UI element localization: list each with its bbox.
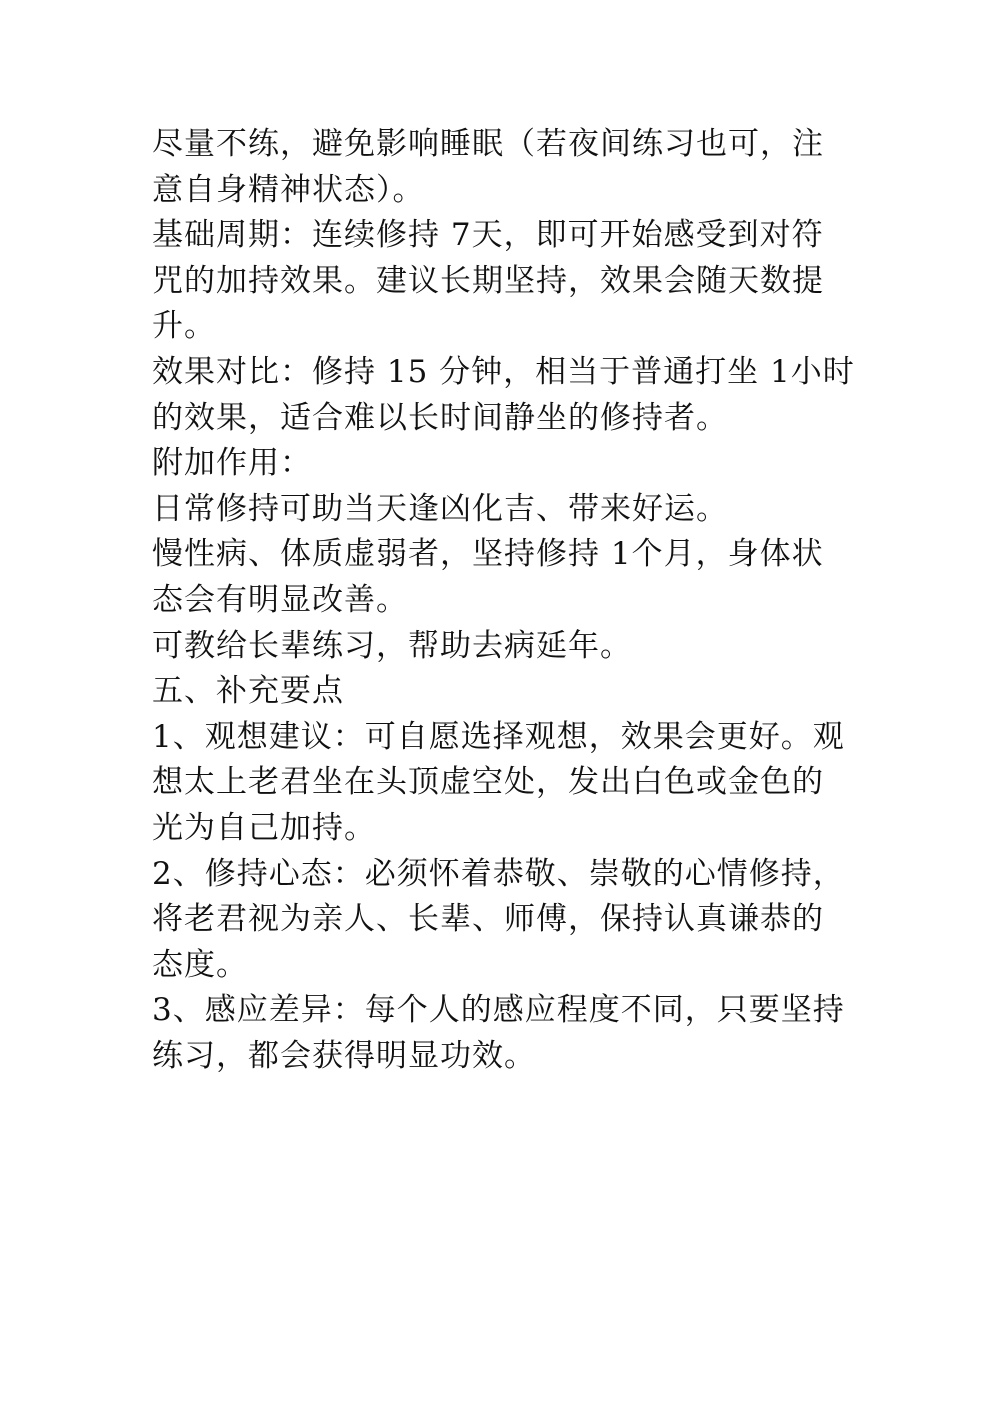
text-line: 可教给长辈练习，帮助去病延年。 (152, 627, 632, 664)
section-heading-extra-effects: 附加作用： (152, 445, 312, 482)
text-line: 慢性病、体质虚弱者，坚持修持 1个月，身体状 (152, 536, 824, 573)
text-line: 的效果，适合难以长时间静坐的修持者。 (152, 399, 728, 436)
text-line: 意自身精神状态）。 (152, 171, 425, 208)
text-line: 练习，都会获得明显功效。 (152, 1037, 536, 1074)
text-line: 基础周期：连续修持 7天，即可开始感受到对符 (152, 217, 824, 254)
text-line: 1、观想建议：可自愿选择观想，效果会更好。观 (152, 718, 845, 755)
text-line: 想太上老君坐在头顶虚空处，发出白色或金色的 (152, 764, 824, 801)
text-line: 光为自己加持。 (152, 809, 376, 846)
text-line: 尽量不练，避免影响睡眠（若夜间练习也可，注 (152, 126, 824, 162)
text-line: 日常修持可助当天逢凶化吉、带来好运。 (152, 490, 728, 527)
document-body (152, 122, 855, 1079)
text-line: 态度。 (152, 946, 248, 983)
text-line: 升。 (152, 308, 216, 345)
text-line: 2、修持心态：必须怀着恭敬、崇敬的心情修持， (152, 855, 845, 892)
text-line: 咒的加持效果。建议长期坚持，效果会随天数提 (152, 262, 824, 299)
text-line: 态会有明显改善。 (152, 581, 408, 618)
text-line: 效果对比：修持 15 分钟，相当于普通打坐 1小时 (152, 353, 855, 390)
text-line: 将老君视为亲人、长辈、师傅，保持认真谦恭的 (152, 901, 824, 938)
text-line: 3、感应差异：每个人的感应程度不同，只要坚持 (152, 992, 845, 1029)
section-heading-supplement: 五、补充要点 (152, 673, 344, 710)
